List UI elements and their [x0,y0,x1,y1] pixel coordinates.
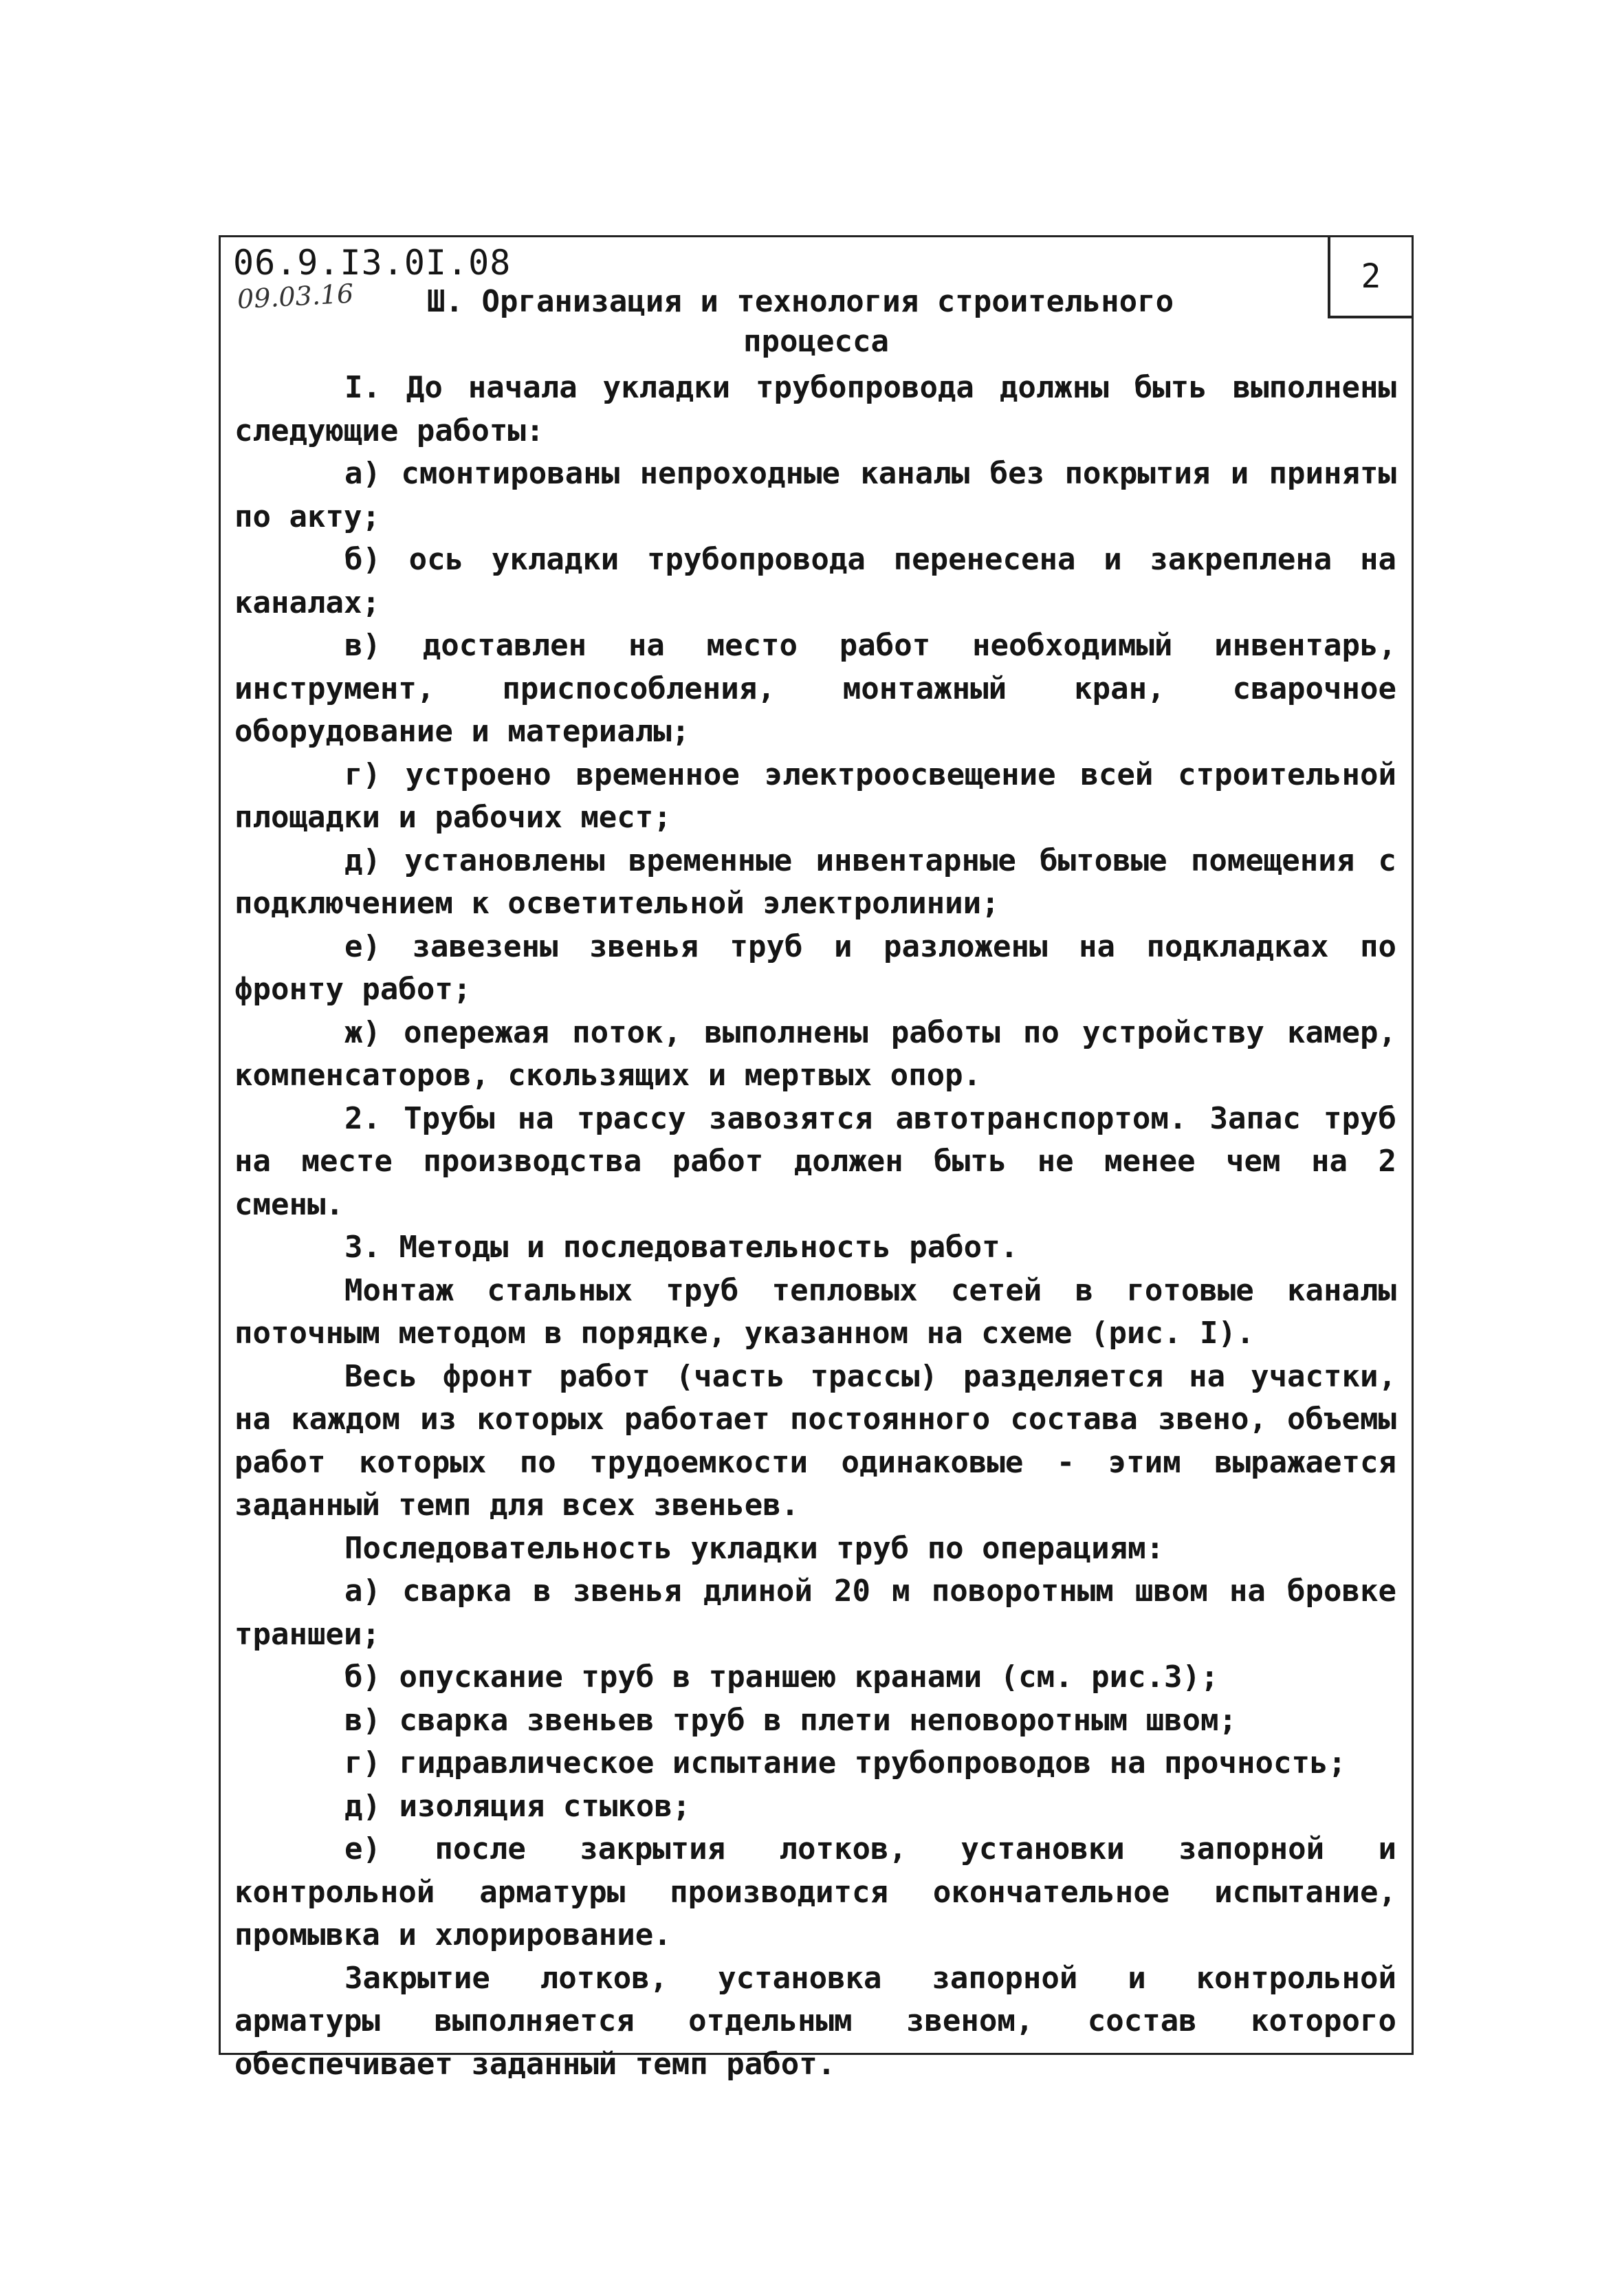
operation-g: г) гидравлическое испытание трубопроводов на прочность; [344,1745,1346,1781]
paragraph-sequence: Последовательность укладки труб по операциям: [344,1530,1165,1566]
section-title-continued: процесса [743,324,889,359]
document-code: 06.9.I3.0I.08 [233,243,512,283]
list-item-d: д) установлены временные инвентарные бытовые помещения с подключением к осветительной электролинии; [234,842,1396,921]
document-frame [219,235,1414,2082]
list-item-zh: ж) опережая поток, выполнены работы по устройству камер, компенсаторов, скользящих и мертвых опор. [234,1014,1396,1093]
paragraph-1: I. До начала укладки трубопровода должны быть выполнены следующие работы: [234,370,1396,448]
paragraph-3: 3. Методы и последовательность работ. [344,1230,1019,1265]
operation-v: в) сварка звеньев труб в плети неповоротным швом; [344,1702,1238,1738]
page-number-box [1328,237,1412,318]
list-item-b: б) ось укладки трубопровода перенесена и закреплена на каналах; [234,542,1396,620]
handwritten-date: 09.03.16 [236,278,355,315]
section-title: Ш. Организация и технология строительного [427,284,1174,319]
list-item-a: а) смонтированы непроходные каналы без покрытия и приняты по акту; [234,456,1396,534]
operation-d: д) изоляция стыков; [344,1788,691,1824]
operation-b: б) опускание труб в траншею кранами (см. рис.3); [344,1659,1219,1695]
document-body [234,367,1396,2086]
operation-e: е) после закрытия лотков, установки запорной и контрольной арматуры производится окончательное испытание, промывка и хлорирование. [234,1831,1396,1952]
paragraph-front: Весь фронт работ (часть трассы) разделяется на участки, на каждом из которых работает постоянного состава звено, объемы работ которых по трудоемкости одинаковые - этим выражается заданный темп для всех звеньев. [234,1358,1396,1523]
list-item-e: е) завезены звенья труб и разложены на подкладках по фронту работ; [234,928,1396,1007]
paragraph-closing: Закрытие лотков, установка запорной и контрольной арматуры выполняется отдельным звеном, состав которого обеспечивает заданный темп работ. [234,1960,1396,2082]
paragraph-2: 2. Трубы на трассу завозятся автотранспортом. Запас труб на месте производства работ должен быть не менее чем на 2 смены. [234,1100,1396,1222]
page-number: 2 [1361,257,1381,296]
operation-a: а) сварка в звенья длиной 20 м поворотным швом на бровке траншеи; [234,1574,1396,1652]
list-item-g: г) устроено временное электроосвещение всей строительной площадки и рабочих мест; [234,756,1396,835]
list-item-v: в) доставлен на место работ необходимый инвентарь, инструмент, приспособления, монтажный кран, сварочное оборудование и материалы; [234,628,1396,749]
paragraph-montage: Монтаж стальных труб тепловых сетей в готовые каналы поточным методом в порядке, указанном на схеме (рис. I). [234,1272,1396,1351]
